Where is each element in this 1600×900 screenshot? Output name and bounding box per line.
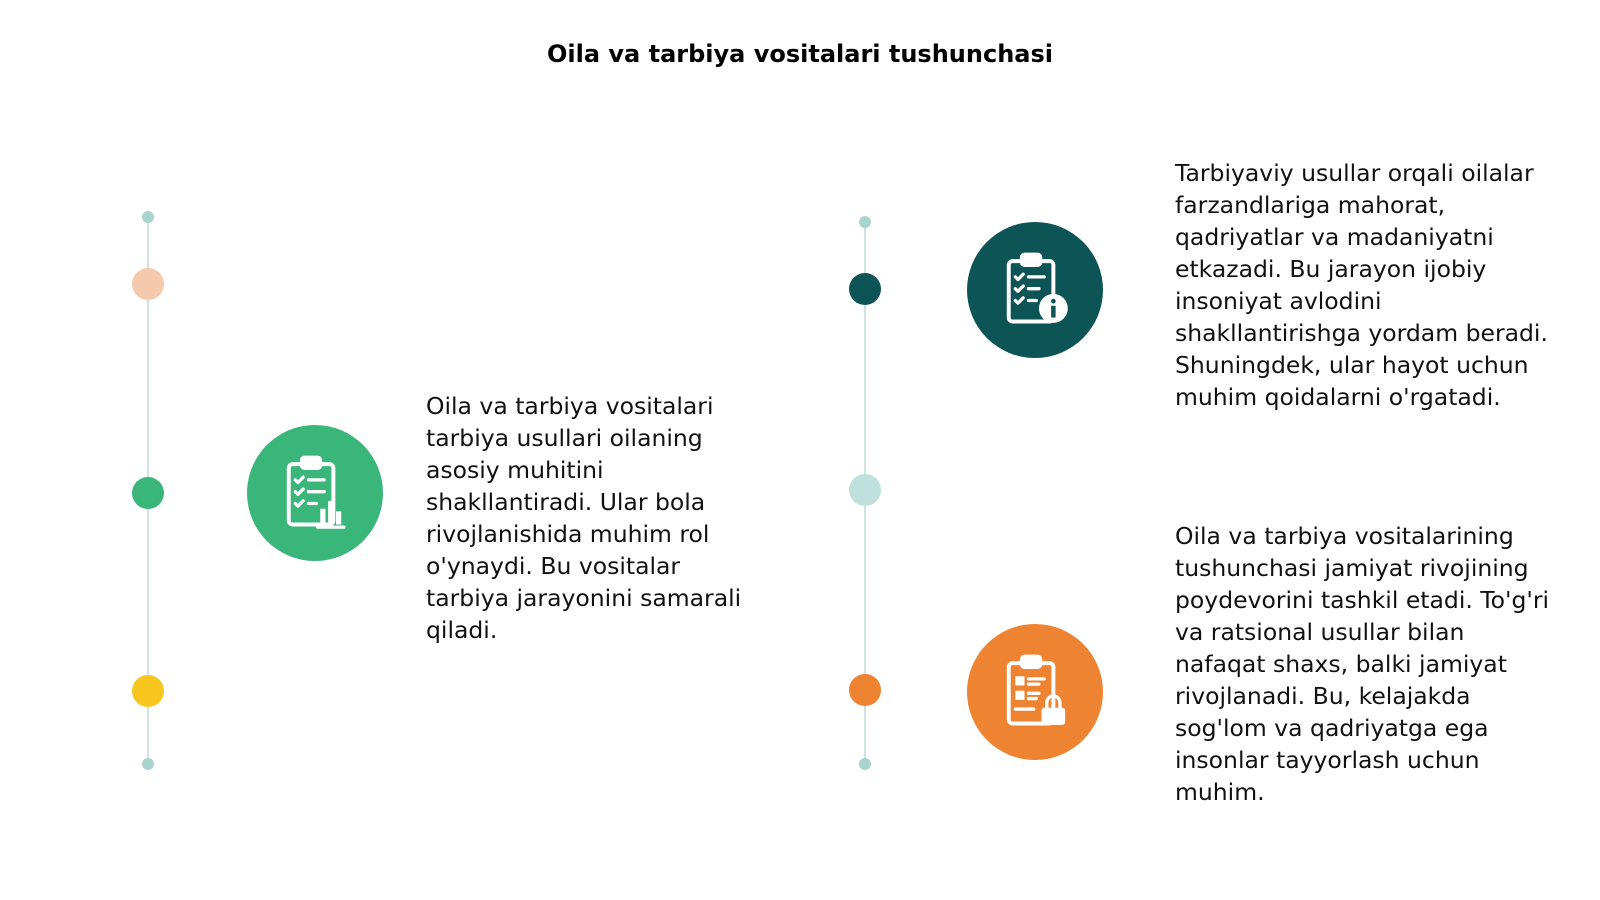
page-title: Oila va tarbiya vositalari tushunchasi [547,40,1053,68]
timeline-marker-orange [849,674,881,706]
item-text-2: Tarbiyaviy usullar orqali oilalar farzandlariga mahorat, qadriyatlar va madaniyatni etkazadi. Bu jarayon ijobiy insoniyat avlodini shakllantirishga yordam beradi. Shuningdek, ular hayot uchun muhim qoidalarni o'rgatadi. [1175,159,1548,411]
item-text-1: Oila va tarbiya vositalari tarbiya usullari oilaning asosiy muhitini shakllantiradi. Ular bola rivojlanishida muhim rol o'ynaydi. Bu vositalar tarbiya jarayonini samarali qiladi. [426,392,742,644]
timeline-endpoint-top [142,211,154,223]
timeline-endpoint-bottom [142,758,154,770]
timeline-marker-green [132,477,164,509]
timeline-marker-yellow [132,675,164,707]
item-text-3: Oila va tarbiya vositalarining tushunchasi jamiyat rivojining poydevorini tashkil etadi. To'g'ri va ratsional usullar bilan nafaqat shaxs, balki jamiyat rivojlanadi. Bu, kelajakda sog'lom va qadriyatga ega insonlar tayyorlash uchun muhim. [1175,522,1550,806]
timeline-marker-teal-dark [849,273,881,305]
timeline-marker-teal-light [849,474,881,506]
clipboard-chart-icon [247,425,383,561]
timeline-endpoint-bottom [859,758,871,770]
timeline-marker-peach [132,268,164,300]
timeline-right [845,0,885,900]
timeline-endpoint-top [859,216,871,228]
clipboard-info-icon [967,222,1103,358]
clipboard-lock-icon [967,624,1103,760]
timeline-left [128,0,168,900]
